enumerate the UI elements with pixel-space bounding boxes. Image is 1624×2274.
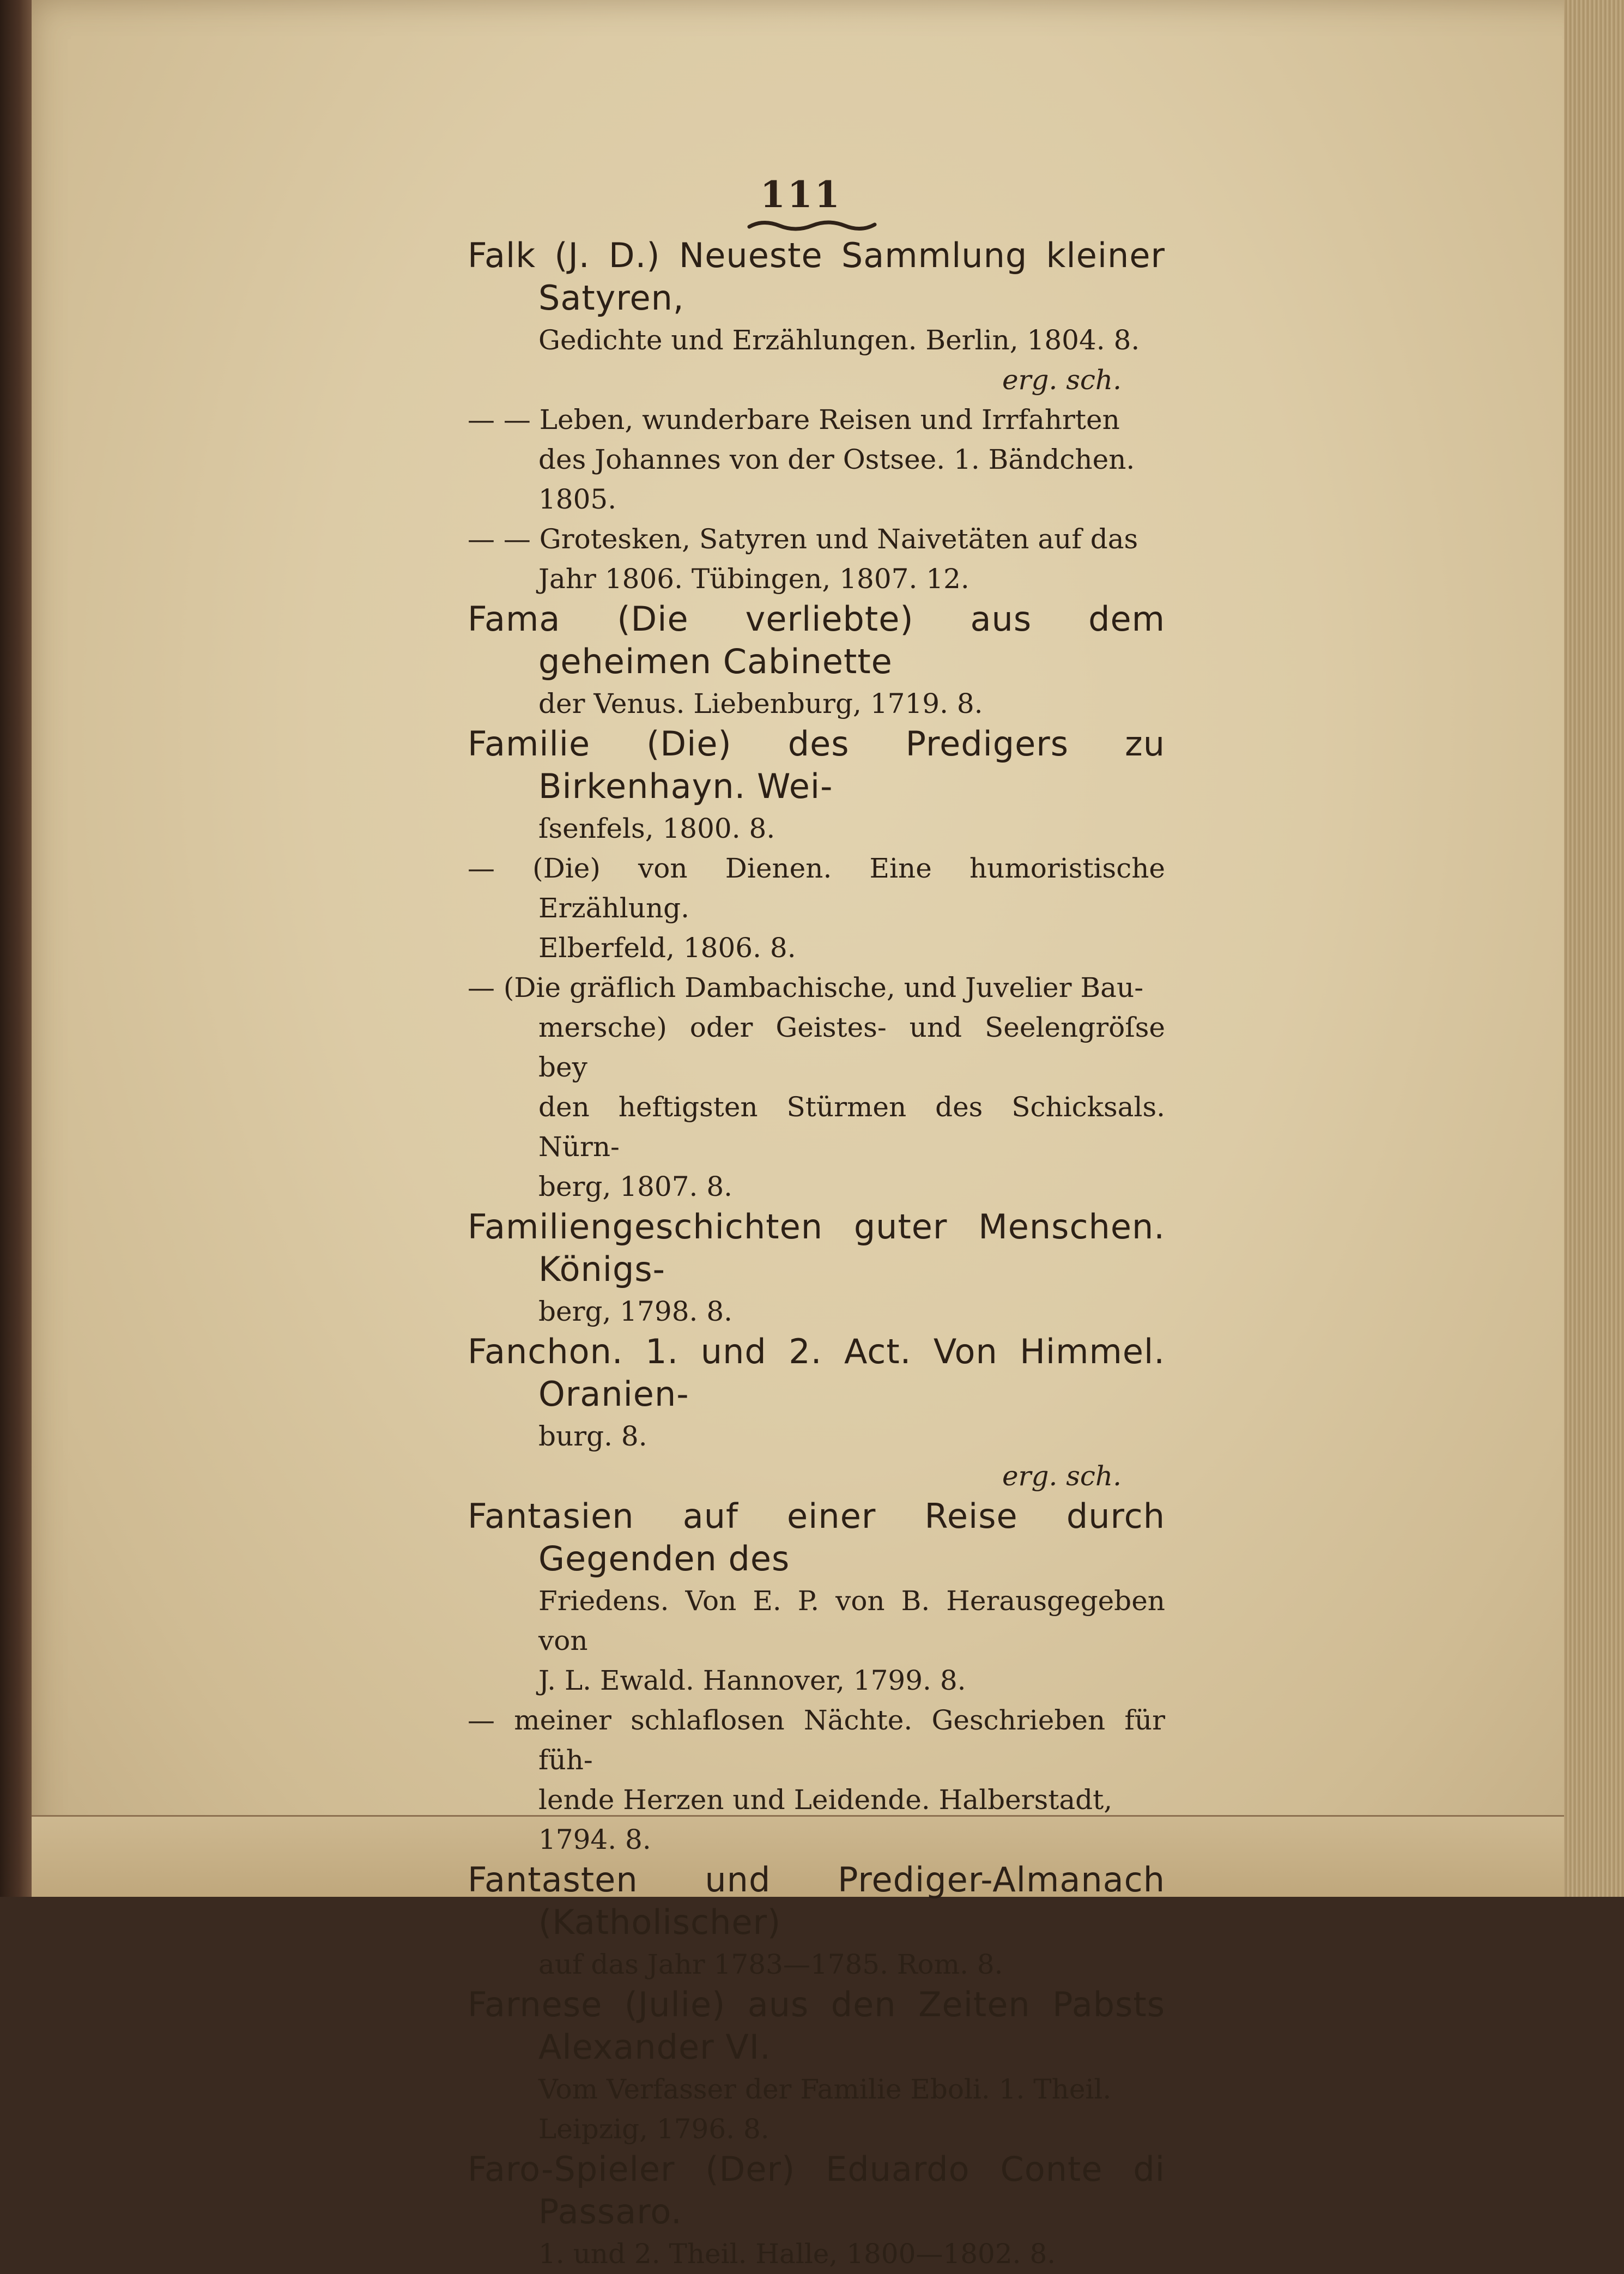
entry-line: Farnese (Julie) aus den Zeiten Pabsts Alexander VI.	[468, 1985, 1165, 2067]
book-spine	[0, 0, 35, 1970]
ornament-rule-icon	[747, 217, 877, 233]
entry-fantasten	[468, 1860, 1165, 1985]
entry-line: Friedens. Von E. P. von B. Herausgegeben von	[538, 1585, 1165, 1656]
entry-line: Elberfeld, 1806. 8.	[538, 932, 796, 964]
entry-line: berg, 1807. 8.	[538, 1171, 733, 1202]
entry-line: des Johannes von der Ostsee. 1. Bändchen.	[538, 444, 1135, 475]
entry-familie-dienen	[468, 849, 1165, 968]
entry-familie-predigers	[468, 724, 1165, 849]
entry-line: burg. 8.	[538, 1420, 647, 1452]
entry-line: Falk (J. D.) Neueste Sammlung kleiner Satyren,	[468, 235, 1165, 318]
entry-familiengeschichten	[468, 1207, 1165, 1332]
entry-line: Leipzig, 1796. 8.	[538, 2113, 769, 2145]
entry-line: Fantasten und Prediger-Almanach (Katholischer)	[468, 1860, 1165, 1942]
catalogue-entries	[468, 235, 1165, 2274]
entry-line: 1805.	[538, 483, 617, 515]
entry-fama	[468, 599, 1165, 724]
entry-familie-dambach	[468, 968, 1165, 1207]
entry-line: — meiner schlaflosen Nächte. Geschrieben für füh-	[468, 1704, 1165, 1776]
entry-note: erg. sch.	[1002, 364, 1122, 396]
entry-line: — (Die gräflich Dambachische, und Juvelier Bau-	[468, 972, 1144, 1003]
entry-falk-leben	[468, 400, 1165, 519]
entry-line: mersche) oder Geistes- und Seelengröſse bey	[538, 1012, 1165, 1083]
entry-line: der Venus. Liebenburg, 1719. 8.	[538, 688, 983, 719]
entry-line: Familie (Die) des Predigers zu Birkenhayn. Wei-	[468, 724, 1165, 806]
entry-line: berg, 1798. 8.	[538, 1296, 733, 1327]
entry-line: den heftigsten Stürmen des Schicksals. Nürn-	[538, 1091, 1165, 1163]
entry-line: Fantasien auf einer Reise durch Gegenden des	[468, 1496, 1165, 1579]
entry-line: J. L. Ewald. Hannover, 1799. 8.	[538, 1665, 966, 1696]
entry-line: Fanchon. 1. und 2. Act. Von Himmel. Oranien-	[468, 1332, 1165, 1414]
entry-faro-spieler	[468, 2149, 1165, 2274]
entry-line: — — Leben, wunderbare Reisen und Irrfahrten	[468, 404, 1120, 436]
entry-line: Faro-Spieler (Der) Eduardo Conte di Passaro.	[468, 2149, 1165, 2231]
entry-fantasien-reise	[468, 1496, 1165, 1701]
entry-farnese	[468, 1985, 1165, 2149]
entry-line: — — Grotesken, Satyren und Naivetäten auf das	[468, 523, 1138, 555]
entry-fanchon	[468, 1332, 1165, 1496]
page-number: 111	[760, 173, 842, 216]
entry-line: 1794. 8.	[538, 1824, 651, 1855]
entry-note: erg. sch.	[1002, 1460, 1122, 1492]
entry-falk-satyren	[468, 235, 1165, 400]
entry-line: Jahr 1806. Tübingen, 1807. 12.	[538, 563, 969, 595]
entry-line: Vom Verfasser der Familie Eboli. 1. Theil.	[538, 2073, 1112, 2105]
entry-line: ſsenfels, 1800. 8.	[538, 813, 775, 844]
entry-line: Gedichte und Erzählungen. Berlin, 1804. 8.	[538, 324, 1140, 356]
page-fore-edge	[1564, 0, 1624, 1970]
entry-line: — (Die) von Dienen. Eine humoristische Erzählung.	[468, 852, 1165, 924]
entry-line: 1. und 2. Theil. Halle, 1800—1802. 8.	[538, 2238, 1056, 2270]
entry-line: Fama (Die verliebte) aus dem geheimen Cabinette	[468, 599, 1165, 681]
entry-line: Familiengeschichten guter Menschen. Königs-	[468, 1207, 1165, 1289]
entry-fantasien-naechte	[468, 1701, 1165, 1860]
entry-line: lende Herzen und Leidende. Halberstadt,	[538, 1784, 1113, 1816]
entry-line: auf das Jahr 1783—1785. Rom. 8.	[538, 1949, 1003, 1980]
entry-falk-grotesken	[468, 519, 1165, 599]
